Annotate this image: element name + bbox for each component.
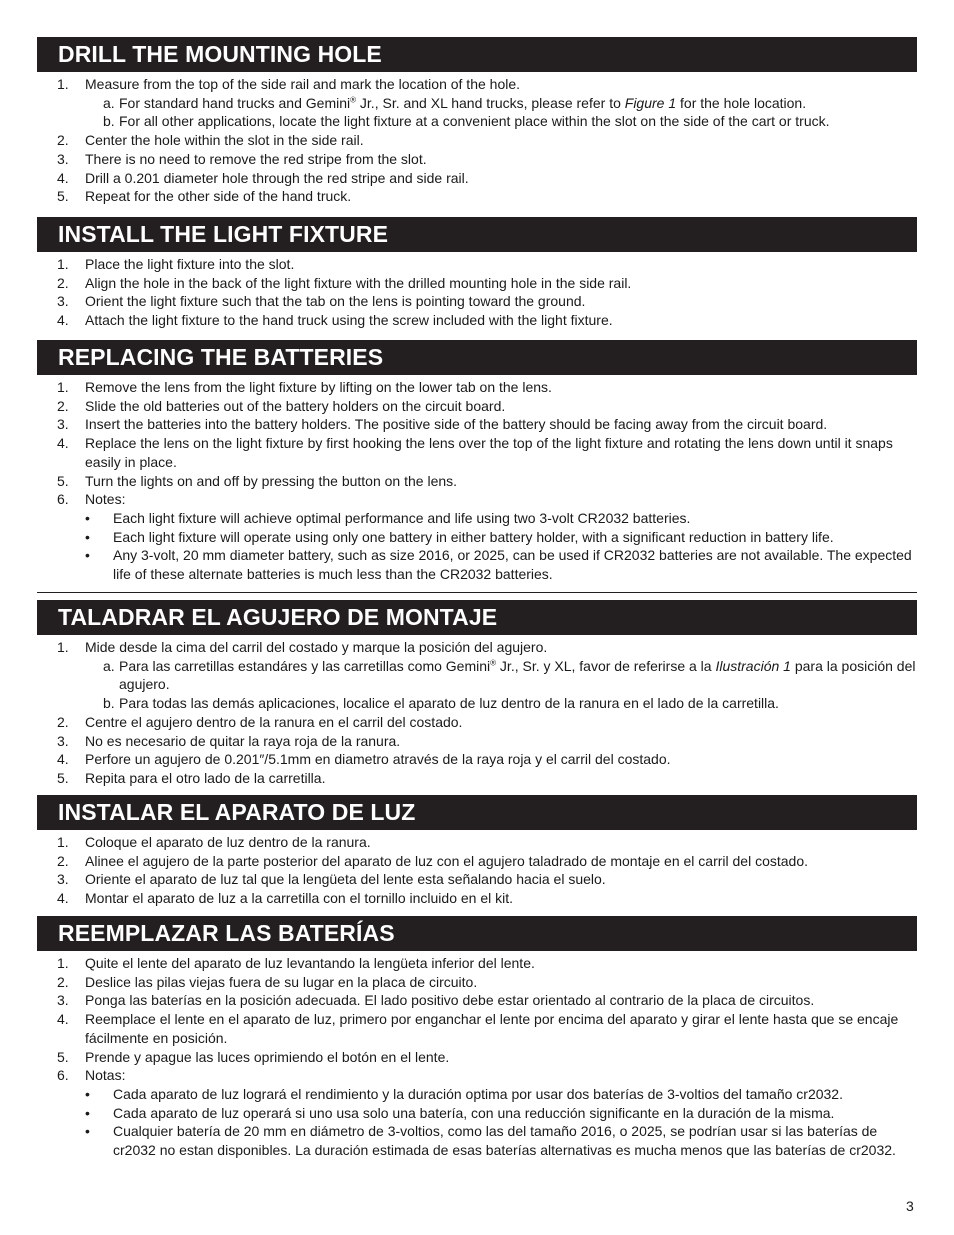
item-number: 2. [57, 852, 69, 869]
sub-item-text: Para las carretillas estandáres y las carretillas como Gemini® Jr., Sr. y XL, favor de referirse a la Ilustración 1 para la posición del agujero. [119, 657, 916, 693]
item-number: 3. [57, 992, 69, 1009]
item-text: Align the hole in the back of the light fixture with the drilled mounting hole in the side rail. [85, 274, 632, 291]
item-number: 6. [57, 1067, 69, 1084]
list-item [37, 255, 917, 274]
list-item [37, 1066, 917, 1085]
item-number: 4. [57, 751, 69, 768]
item-text: Notas: [85, 1067, 126, 1084]
sub-item [37, 112, 917, 131]
item-number: 5. [57, 769, 69, 786]
list-item [37, 769, 917, 788]
sub-item-label: a. [103, 94, 115, 111]
list-item [37, 954, 917, 973]
bullet-text: Any 3-volt, 20 mm diameter battery, such as size 2016, or 2025, can be used if CR2032 batteries are not available. The expected life of these alternate batteries is much less than the CR2032 batteries. [113, 547, 912, 583]
item-text: Quite el lente del aparato de luz levantando la lengüeta inferior del lente. [85, 955, 535, 971]
item-text: Place the light fixture into the slot. [85, 256, 295, 272]
item-text: Orient the light fixture such that the tab on the lens is pointing toward the ground. [85, 293, 586, 310]
list-item [37, 292, 917, 311]
instruction-list [37, 954, 917, 1160]
bullet-text: Each light fixture will operate using only one battery in either battery holder, with a significant reduction in battery life. [113, 528, 834, 545]
item-text: Montar el aparato de luz a la carretilla con el tornillo incluido en el kit. [85, 890, 514, 907]
item-text: Remove the lens from the light fixture by lifting on the lower tab on the lens. [85, 379, 552, 395]
item-number: 2. [57, 713, 69, 730]
item-number: 4. [57, 169, 69, 186]
list-item [37, 750, 917, 769]
section-heading: INSTALAR EL APARATO DE LUZ [37, 795, 917, 830]
item-text: Mide desde la cima del carril del costado y marque la posición del agujero. [85, 639, 548, 655]
item-text: Replace the lens on the light fixture by first hooking the lens over the top of the light fixture and rotating the lens down until it snaps easily in place. [85, 435, 893, 470]
bullet-item [37, 1104, 917, 1123]
item-text: Centre el agujero dentro de la ranura en el carril del costado. [85, 713, 463, 730]
item-number: 5. [57, 188, 69, 205]
bullet-text: Cualquier batería de 20 mm en diámetro de 3-voltios, como las del tamaño 2016, o 2025, se podrían usar si las baterías de cr2032 no estan disponibles. La duración estimada de esas baterías alternativas es mucha menos que las baterías de cr2032. [113, 1123, 896, 1159]
instruction-list [37, 75, 917, 206]
item-text: Reemplace el lente en el aparato de luz, primero por enganchar el lente por encima del aparato y girar el lente hasta que se encaje fácilmente en posición. [85, 1011, 899, 1046]
list-item [37, 75, 917, 94]
item-number: 1. [57, 256, 69, 272]
item-number: 6. [57, 491, 69, 508]
list-item [37, 870, 917, 889]
section-instalar-aparato [37, 795, 917, 908]
item-number: 1. [57, 76, 69, 92]
sub-item-label: b. [103, 695, 115, 712]
item-text: Prende y apague las luces oprimiendo el botón en el lente. [85, 1048, 450, 1065]
item-text: Turn the lights on and off by pressing the button on the lens. [85, 472, 458, 489]
item-number: 2. [57, 397, 69, 414]
item-number: 3. [57, 732, 69, 749]
sub-item-text: For standard hand trucks and Gemini® Jr., Sr. and XL hand trucks, please refer to Figure 1 for the hole location. [119, 94, 807, 111]
item-text: Coloque el aparato de luz dentro de la ranura. [85, 834, 371, 850]
list-item [37, 991, 917, 1010]
bullet-marker: • [85, 547, 90, 564]
item-number: 2. [57, 973, 69, 990]
item-number: 5. [57, 472, 69, 489]
bullet-marker: • [85, 1104, 90, 1121]
list-item [37, 713, 917, 732]
list-item [37, 490, 917, 509]
bullet-item [37, 1122, 917, 1159]
item-number: 4. [57, 435, 69, 452]
item-text: Insert the batteries into the battery holders. The positive side of the battery should be facing away from the circuit board. [85, 416, 828, 433]
section-replacing-batteries [37, 340, 917, 584]
item-number: 3. [57, 293, 69, 310]
section-heading: INSTALL THE LIGHT FIXTURE [37, 217, 917, 252]
list-item [37, 732, 917, 751]
item-text: Center the hole within the slot in the side rail. [85, 132, 364, 149]
item-number: 5. [57, 1048, 69, 1065]
item-text: Perfore un agujero de 0.201″/5.1mm en diametro através de la raya roja y el carril del costado. [85, 751, 671, 768]
registered-mark: ® [490, 658, 497, 668]
item-number: 3. [57, 150, 69, 167]
item-number: 4. [57, 312, 69, 329]
bullet-item [37, 509, 917, 528]
figure-reference: Figure 1 [624, 94, 677, 111]
instruction-list [37, 638, 917, 788]
list-item [37, 397, 917, 416]
section-heading: DRILL THE MOUNTING HOLE [37, 37, 917, 72]
instruction-list [37, 378, 917, 584]
item-text: No es necesario de quitar la raya roja de la ranura. [85, 732, 401, 749]
bullet-marker: • [85, 509, 90, 526]
item-text: Drill a 0.201 diameter hole through the red stripe and side rail. [85, 169, 469, 186]
list-item [37, 131, 917, 150]
item-number: 1. [57, 379, 69, 395]
bullet-text: Each light fixture will achieve optimal performance and life using two 3-volt CR2032 batteries. [113, 509, 691, 526]
sub-item-label: a. [103, 657, 115, 674]
list-item [37, 274, 917, 293]
item-text: Notes: [85, 491, 126, 508]
section-heading: REPLACING THE BATTERIES [37, 340, 917, 375]
list-item [37, 169, 917, 188]
sub-item [37, 94, 917, 113]
item-text: There is no need to remove the red stripe from the slot. [85, 150, 427, 167]
item-text: Ponga las baterías en la posición adecuada. El lado positivo debe estar orientado al contrario de la placa de circuitos. [85, 992, 815, 1009]
item-text: Alinee el agujero de la parte posterior del aparato de luz con el agujero taladrado de montaje en el carril del costado. [85, 852, 809, 869]
registered-mark: ® [350, 95, 357, 105]
sub-item [37, 657, 917, 694]
instruction-list [37, 833, 917, 908]
item-text: Slide the old batteries out of the battery holders on the circuit board. [85, 397, 506, 414]
list-item [37, 889, 917, 908]
sub-item-label: b. [103, 113, 115, 130]
section-taladrar-agujero [37, 600, 917, 788]
section-heading: TALADRAR EL AGUJERO DE MONTAJE [37, 600, 917, 635]
item-text: Oriente el aparato de luz tal que la lengüeta del lente esta señalando hacia el suelo. [85, 871, 606, 888]
sub-item-text: Para todas las demás aplicaciones, localice el aparato de luz dentro de la ranura en el lado de la carretilla. [119, 695, 779, 712]
bullet-marker: • [85, 1085, 90, 1102]
list-item [37, 638, 917, 657]
bullet-text: Cada aparato de luz operará si uno usa solo una batería, con una reducción significante en la duración de la misma. [113, 1104, 835, 1121]
item-text: Repeat for the other side of the hand truck. [85, 188, 352, 205]
item-number: 2. [57, 274, 69, 291]
item-text: Measure from the top of the side rail and mark the location of the hole. [85, 76, 521, 92]
section-reemplazar-baterias [37, 916, 917, 1160]
list-item [37, 311, 917, 330]
item-number: 3. [57, 871, 69, 888]
list-item [37, 1010, 917, 1047]
section-heading: REEMPLAZAR LAS BATERÍAS [37, 916, 917, 951]
list-item [37, 378, 917, 397]
item-text: Deslice las pilas viejas fuera de su lugar en la placa de circuito. [85, 973, 478, 990]
bullet-marker: • [85, 1123, 90, 1140]
bullet-item [37, 1085, 917, 1104]
instruction-list [37, 255, 917, 330]
list-item [37, 415, 917, 434]
section-install-light-fixture [37, 217, 917, 330]
list-item [37, 852, 917, 871]
item-number: 1. [57, 639, 69, 655]
list-item [37, 1048, 917, 1067]
bullet-item [37, 546, 917, 583]
sub-item [37, 694, 917, 713]
sub-item-text: For all other applications, locate the light fixture at a convenient place within the slot on the side of the cart or truck. [119, 113, 830, 130]
figure-reference: Ilustración 1 [715, 657, 791, 674]
section-drill-mounting-hole [37, 37, 917, 206]
list-item [37, 973, 917, 992]
item-number: 3. [57, 416, 69, 433]
item-number: 4. [57, 1011, 69, 1028]
item-number: 1. [57, 955, 69, 971]
language-divider [37, 592, 917, 593]
page-number: 3 [906, 1198, 914, 1214]
list-item [37, 833, 917, 852]
list-item [37, 472, 917, 491]
list-item [37, 150, 917, 169]
list-item [37, 187, 917, 206]
bullet-text: Cada aparato de luz logrará el rendimiento y la duración optima por usar dos baterías de 3-voltios del tamaño cr2032. [113, 1085, 843, 1102]
item-text: Attach the light fixture to the hand truck using the screw included with the light fixture. [85, 312, 613, 329]
bullet-item [37, 528, 917, 547]
bullet-marker: • [85, 528, 90, 545]
item-number: 4. [57, 890, 69, 907]
list-item [37, 434, 917, 471]
item-text: Repita para el otro lado de la carretilla. [85, 769, 326, 786]
item-number: 1. [57, 834, 69, 850]
item-number: 2. [57, 132, 69, 149]
